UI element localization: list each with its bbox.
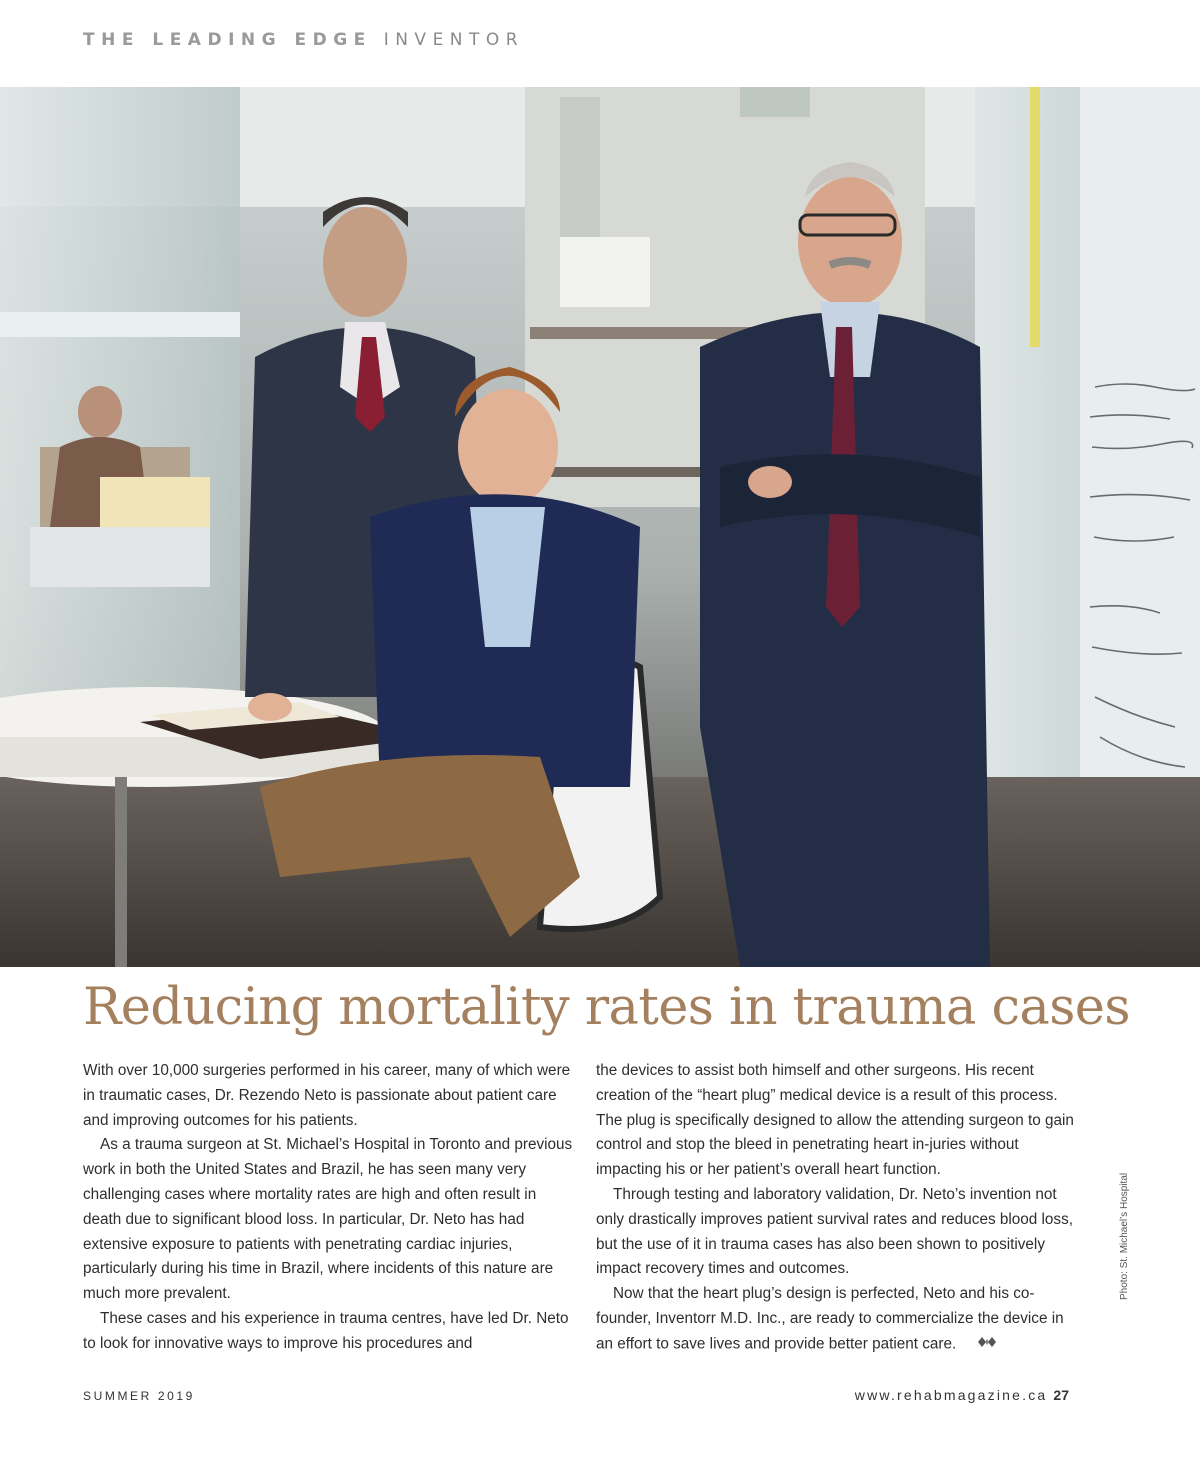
paragraph-last <box>596 1282 1074 1357</box>
paragraph: Through testing and laboratory validation, Dr. Neto’s invention not only drastically improves patient survival rates and reduces blood loss, but the use of it in trauma cases has also been shown to positively impact recovery times and outcomes. <box>596 1185 1073 1278</box>
photo-credit <box>1119 1170 1137 1470</box>
footer-right <box>855 1387 1069 1403</box>
section-label-light: INVENTOR <box>383 30 525 50</box>
paragraph-text: Now that the heart plug’s design is perfected, Neto and his co-founder, Inventorr M.D. Inc., are ready to commercialize the device in an effort to save lives and provide better patient care. <box>596 1285 1064 1353</box>
paragraph: the devices to assist both himself and other surgeons. His recent creation of the “heart plug” medical device is a result of this process. The plug is specifically designed to allow the attending surgeon to gain control and stop the bleed in penetrating heart in-juries without impacting his or her patient’s overall heart function. <box>596 1062 1074 1179</box>
footer-website[interactable]: www.rehabmagazine.ca <box>854 1387 1048 1403</box>
section-label <box>83 30 524 50</box>
section-label-bold: THE LEADING EDGE <box>83 30 372 50</box>
photo-credit-text: Photo: St. Michael’s Hospital <box>1119 1172 1130 1300</box>
footer-issue: SUMMER 2019 <box>83 1389 195 1403</box>
article-column-right <box>596 1059 1074 1357</box>
paragraph: As a trauma surgeon at St. Michael’s Hospital in Toronto and previous work in both the United States and Brazil, he has seen many very challenging cases where mortality rates are high and often result in death due to significant blood loss. In particular, Dr. Neto has had extensive exposure to patients with penetrating cardiac injuries, particularly during his time in Brazil, where incidents of this nature are much more prevalent. <box>83 1136 573 1303</box>
paragraph: These cases and his experience in trauma centres, have led Dr. Neto to look for innovative ways to improve his procedures and <box>83 1309 569 1352</box>
article-headline: Reducing mortality rates in trauma cases <box>83 978 1130 1037</box>
paragraph: With over 10,000 surgeries performed in his career, many of which were in traumatic cases, Dr. Rezendo Neto is passionate about patient care and improving outcomes for his patients. <box>83 1062 571 1129</box>
end-mark-icon <box>960 1332 997 1357</box>
article-column-left <box>83 1059 573 1357</box>
article-photo <box>0 87 1200 967</box>
page-number: 27 <box>1053 1387 1069 1403</box>
